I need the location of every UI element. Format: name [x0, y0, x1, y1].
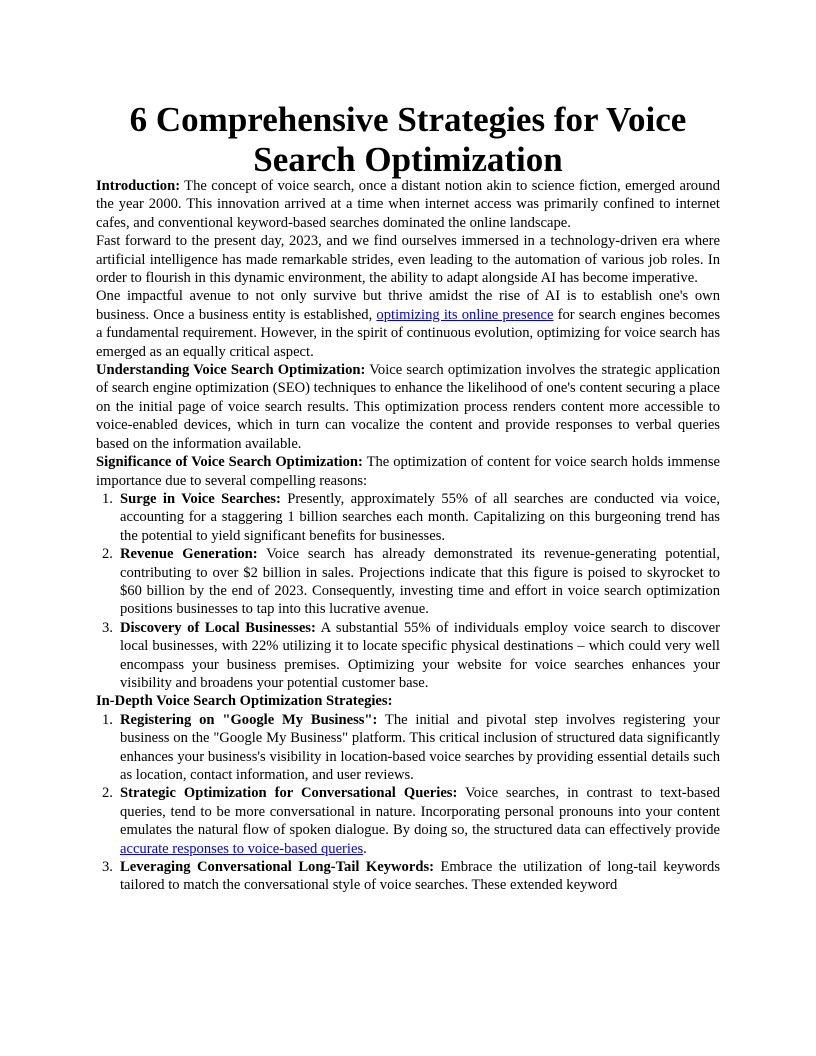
list-item: [96, 619, 720, 693]
list-item-label: Surge in Voice Searches:: [120, 490, 281, 507]
understanding-label: Understanding Voice Search Optimization:: [96, 362, 366, 379]
list-item-text: The initial and pivotal step involves registering your business on the "Google My Business" platform. This critical inclusion of structured data significantly enhances your business's visibility in location-based voice searches by providing essential details such as location, contact information, and user reviews.: [120, 711, 720, 783]
significance-list: [96, 490, 720, 692]
page-title: 6 Comprehensive Strategies for Voice Search Optimization: [129, 100, 687, 179]
list-item-label: Registering on "Google My Business":: [120, 711, 378, 728]
understanding-paragraph: [96, 361, 720, 453]
significance-paragraph: [96, 453, 720, 490]
significance-label: Significance of Voice Search Optimization:: [96, 454, 363, 471]
understanding-text: Voice search optimization involves the strategic application of search engine optimization (SEO) techniques to enhance the likelihood of one's content securing a place on the initial page of voice search results. This optimization process renders content more accessible to voice-enabled devices, which in turn can vocalize the content and provide responses to verbal queries based on the information available.: [96, 362, 720, 452]
list-item: [96, 784, 720, 858]
list-item: [96, 545, 720, 619]
list-item-label: Leveraging Conversational Long-Tail Keywords:: [120, 859, 434, 876]
list-item: [96, 858, 720, 895]
voice-queries-link[interactable]: accurate responses to voice-based queries: [120, 840, 364, 857]
online-presence-link[interactable]: optimizing its online presence: [376, 306, 554, 323]
list-item-text: A substantial 55% of individuals employ voice search to discover local businesses, with 22% utilizing it to locate specific physical destinations – which could very well encompass your business premises. Optimizing your website for voice searches enhances your visibility and broadens your potential customer base.: [120, 619, 720, 691]
list-number: 3.: [102, 619, 113, 636]
intro-paragraph: [96, 177, 720, 232]
strategies-label: In-Depth Voice Search Optimization Strategies:: [96, 693, 393, 710]
list-item-text: Presently, approximately 55% of all searches are conducted via voice, accounting for a staggering 1 billion searches each month. Capitalizing on this burgeoning trend has the potential to yield significant benefits for businesses.: [120, 490, 721, 544]
intro-paragraph-2: Fast forward to the present day, 2023, and we find ourselves immersed in a technology-driven era where artificial intelligence has made remarkable strides, even leading to the automation of various job roles. In order to flourish in this dynamic environment, the ability to adapt alongside AI has become imperative.: [96, 233, 720, 287]
intro-paragraph-3: [96, 287, 720, 361]
intro-p3-text-after: for search engines becomes a fundamental requirement. However, in the spirit of continuous evolution, optimizing for voice search has emerged as an equally critical aspect.: [96, 306, 721, 360]
list-item-label: Strategic Optimization for Conversational Queries:: [120, 785, 458, 802]
list-number: 2.: [102, 546, 113, 563]
document-body: [96, 177, 720, 895]
list-number: 1.: [102, 490, 113, 507]
intro-p3-text: One impactful avenue to not only survive but thrive amidst the rise of AI is to establish one's own business. Once a business entity is established,: [96, 288, 720, 323]
list-item-text: Embrace the utilization of long-tail keywords tailored to match the conversational style of voice searches. These extended keyword: [120, 859, 721, 894]
intro-text: The concept of voice search, once a distant notion akin to science fiction, emerged around the year 2000. This innovation arrived at a time when internet access was primarily confined to internet cafes, and conventional keyword-based searches dominated the online landscape.: [96, 178, 720, 231]
list-item: [96, 711, 720, 785]
list-item-label: Discovery of Local Businesses:: [120, 619, 316, 636]
intro-label: Introduction:: [96, 178, 181, 194]
list-item-label: Revenue Generation:: [120, 546, 258, 563]
list-item-text-after: .: [363, 840, 367, 857]
list-item: [96, 490, 720, 545]
list-number: 3.: [102, 859, 113, 876]
strategies-heading: [96, 692, 720, 710]
list-item-text: Voice search has already demonstrated its revenue-generating potential, contributing to over $2 billion in sales. Projections indicate that this figure is poised to skyrocket to $60 billion by the end of 2023. Consequently, investing time and effort in voice search optimization positions businesses to tap into this lucrative avenue.: [120, 546, 720, 618]
strategies-list: [96, 711, 720, 895]
list-number: 2.: [102, 785, 113, 802]
list-item-text: Voice searches, in contrast to text-based queries, tend to be more conversational in nature. Incorporating personal pronouns into your content emulates the natural flow of spoken dialogue. By doing so, the structured data can effectively provide: [120, 785, 720, 839]
list-number: 1.: [102, 711, 113, 728]
significance-text: The optimization of content for voice search holds immense importance due to several compelling reasons:: [96, 454, 720, 489]
